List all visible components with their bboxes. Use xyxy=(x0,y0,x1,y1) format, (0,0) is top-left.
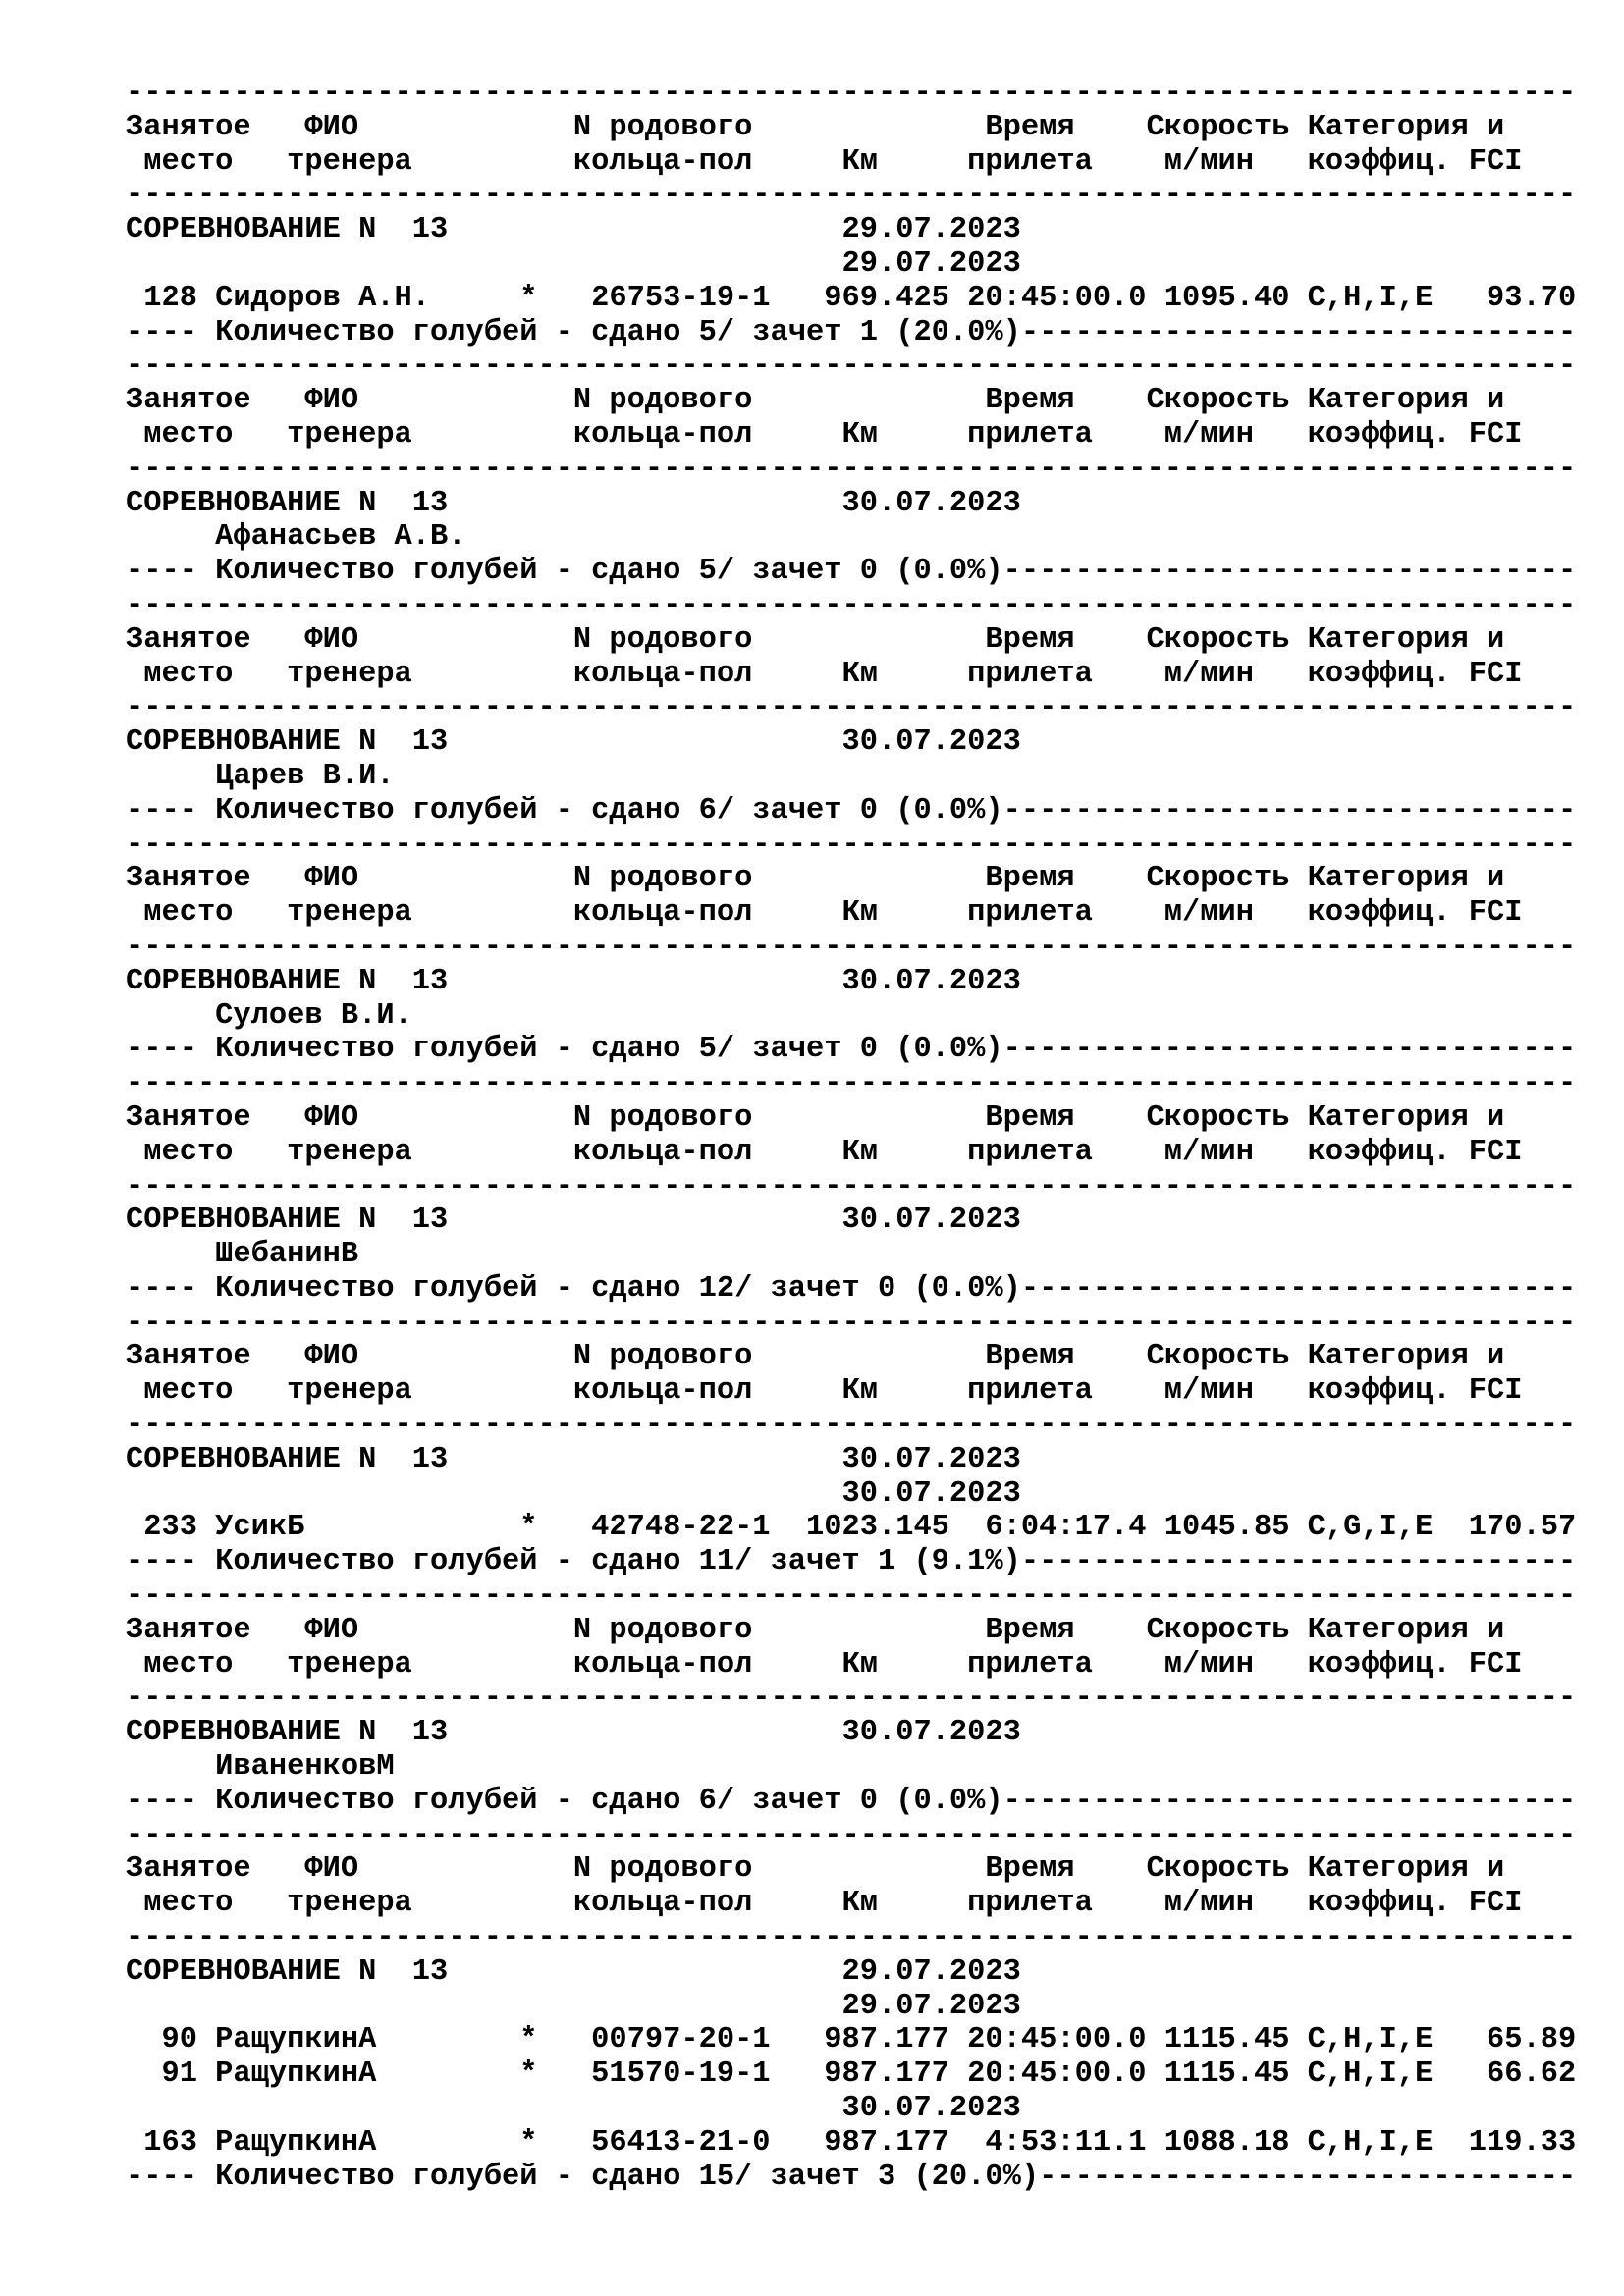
result-row: 90 РащупкинА * 00797-20-1 987.177 20:45:00.0 1115.45 C,H,I,E 65.89 xyxy=(126,2023,1577,2057)
summary-line: ---- Количество голубей - сдано 11/ зачет 1 (9.1%)------------------------------- xyxy=(126,1545,1577,1579)
summary-line: ---- Количество голубей - сдано 6/ зачет 0 (0.0%)-------------------------------- xyxy=(126,1784,1577,1818)
table-header-row-1: Занятое ФИО N родового Время Скорость Категория и xyxy=(126,1852,1505,1887)
table-header-row-2: место тренера кольца-пол Км прилета м/мин коэффиц. FCI xyxy=(126,657,1523,691)
separator-line: --------------------------------------------------------------------------------- xyxy=(126,1921,1577,1955)
result-row: 91 РащупкинА * 51570-19-1 987.177 20:45:00.0 1115.45 C,H,I,E 66.62 xyxy=(126,2057,1577,2092)
separator-line: --------------------------------------------------------------------------------- xyxy=(126,1306,1577,1340)
table-header-row-2: место тренера кольца-пол Км прилета м/мин коэффиц. FCI xyxy=(126,1887,1523,1921)
separator-line: --------------------------------------------------------------------------------- xyxy=(126,691,1577,725)
table-header-row-1: Занятое ФИО N родового Время Скорость Категория и xyxy=(126,862,1505,896)
separator-line: --------------------------------------------------------------------------------- xyxy=(126,930,1577,964)
table-header-row-1: Занятое ФИО N родового Время Скорость Категория и xyxy=(126,1100,1505,1135)
summary-line: ---- Количество голубей - сдано 12/ зачет 0 (0.0%)------------------------------- xyxy=(126,1271,1577,1306)
separator-line: --------------------------------------------------------------------------------- xyxy=(126,77,1577,110)
separator-line: --------------------------------------------------------------------------------- xyxy=(126,1818,1577,1852)
summary-line: ---- Количество голубей - сдано 5/ зачет 1 (20.0%)------------------------------- xyxy=(126,315,1577,349)
competition-title: СОРЕВНОВАНИЕ N 13 30.07.2023 xyxy=(126,1203,1021,1238)
separator-line: --------------------------------------------------------------------------------- xyxy=(126,1682,1577,1716)
result-row: 128 Сидоров А.Н. * 26753-19-1 969.425 20:45:00.0 1095.40 C,H,I,E 93.70 xyxy=(126,281,1577,315)
table-header-row-2: место тренера кольца-пол Км прилета м/мин коэффиц. FCI xyxy=(126,1647,1523,1682)
separator-line: --------------------------------------------------------------------------------- xyxy=(126,588,1577,622)
result-row: 29.07.2023 xyxy=(126,246,1021,281)
competition-title: СОРЕВНОВАНИЕ N 13 29.07.2023 xyxy=(126,1954,1021,1989)
separator-line: --------------------------------------------------------------------------------- xyxy=(126,349,1577,384)
result-row: 233 УсикБ * 42748-22-1 1023.145 6:04:17.4 1045.85 C,G,I,E 170.57 xyxy=(126,1511,1577,1545)
separator-line: --------------------------------------------------------------------------------- xyxy=(126,179,1577,213)
table-header-row-1: Занятое ФИО N родового Время Скорость Категория и xyxy=(126,1340,1505,1374)
result-row: 163 РащупкинА * 56413-21-0 987.177 4:53:11.1 1088.18 C,H,I,E 119.33 xyxy=(126,2125,1577,2160)
table-header-row-2: место тренера кольца-пол Км прилета м/мин коэффиц. FCI xyxy=(126,896,1523,931)
table-header-row-2: место тренера кольца-пол Км прилета м/мин коэффиц. FCI xyxy=(126,1374,1523,1409)
table-header-row-1: Занятое ФИО N родового Время Скорость Категория и xyxy=(126,384,1505,418)
result-row: Афанасьев А.В. xyxy=(126,520,466,555)
table-header-row-2: место тренера кольца-пол Км прилета м/мин коэффиц. FCI xyxy=(126,1135,1523,1169)
summary-line: ---- Количество голубей - сдано 15/ зачет 3 (20.0%)------------------------------ xyxy=(126,2160,1577,2194)
result-row: Сулоев В.И. xyxy=(126,998,412,1033)
result-row: 29.07.2023 xyxy=(126,1989,1021,2023)
table-header-row-1: Занятое ФИО N родового Время Скорость Категория и xyxy=(126,110,1505,144)
separator-line: --------------------------------------------------------------------------------- xyxy=(126,1409,1577,1443)
results-document xyxy=(126,77,1576,2194)
separator-line: --------------------------------------------------------------------------------- xyxy=(126,452,1577,486)
competition-title: СОРЕВНОВАНИЕ N 13 30.07.2023 xyxy=(126,1442,1021,1476)
table-header-row-1: Занятое ФИО N родового Время Скорость Категория и xyxy=(126,1613,1505,1647)
table-header-row-2: место тренера кольца-пол Км прилета м/мин коэффиц. FCI xyxy=(126,417,1523,452)
table-header-row-1: Занятое ФИО N родового Время Скорость Категория и xyxy=(126,622,1505,657)
result-row: 30.07.2023 xyxy=(126,1476,1021,1511)
summary-line: ---- Количество голубей - сдано 6/ зачет 0 (0.0%)-------------------------------- xyxy=(126,793,1577,828)
summary-line: ---- Количество голубей - сдано 5/ зачет 0 (0.0%)-------------------------------- xyxy=(126,1033,1577,1067)
result-row: Царев В.И. xyxy=(126,759,395,793)
competition-title: СОРЕВНОВАНИЕ N 13 29.07.2023 xyxy=(126,213,1021,247)
competition-title: СОРЕВНОВАНИЕ N 13 30.07.2023 xyxy=(126,1716,1021,1750)
result-row: 30.07.2023 xyxy=(126,2092,1021,2126)
summary-line: ---- Количество голубей - сдано 5/ зачет 0 (0.0%)-------------------------------- xyxy=(126,555,1577,589)
separator-line: --------------------------------------------------------------------------------- xyxy=(126,1067,1577,1101)
competition-title: СОРЕВНОВАНИЕ N 13 30.07.2023 xyxy=(126,964,1021,998)
table-header-row-2: место тренера кольца-пол Км прилета м/мин коэффиц. FCI xyxy=(126,144,1523,179)
separator-line: --------------------------------------------------------------------------------- xyxy=(126,828,1577,862)
separator-line: --------------------------------------------------------------------------------- xyxy=(126,1579,1577,1614)
result-row: ШебанинВ xyxy=(126,1238,359,1272)
competition-title: СОРЕВНОВАНИЕ N 13 30.07.2023 xyxy=(126,486,1021,520)
result-row: ИваненковМ xyxy=(126,1750,395,1785)
separator-line: --------------------------------------------------------------------------------- xyxy=(126,1169,1577,1203)
competition-title: СОРЕВНОВАНИЕ N 13 30.07.2023 xyxy=(126,725,1021,760)
